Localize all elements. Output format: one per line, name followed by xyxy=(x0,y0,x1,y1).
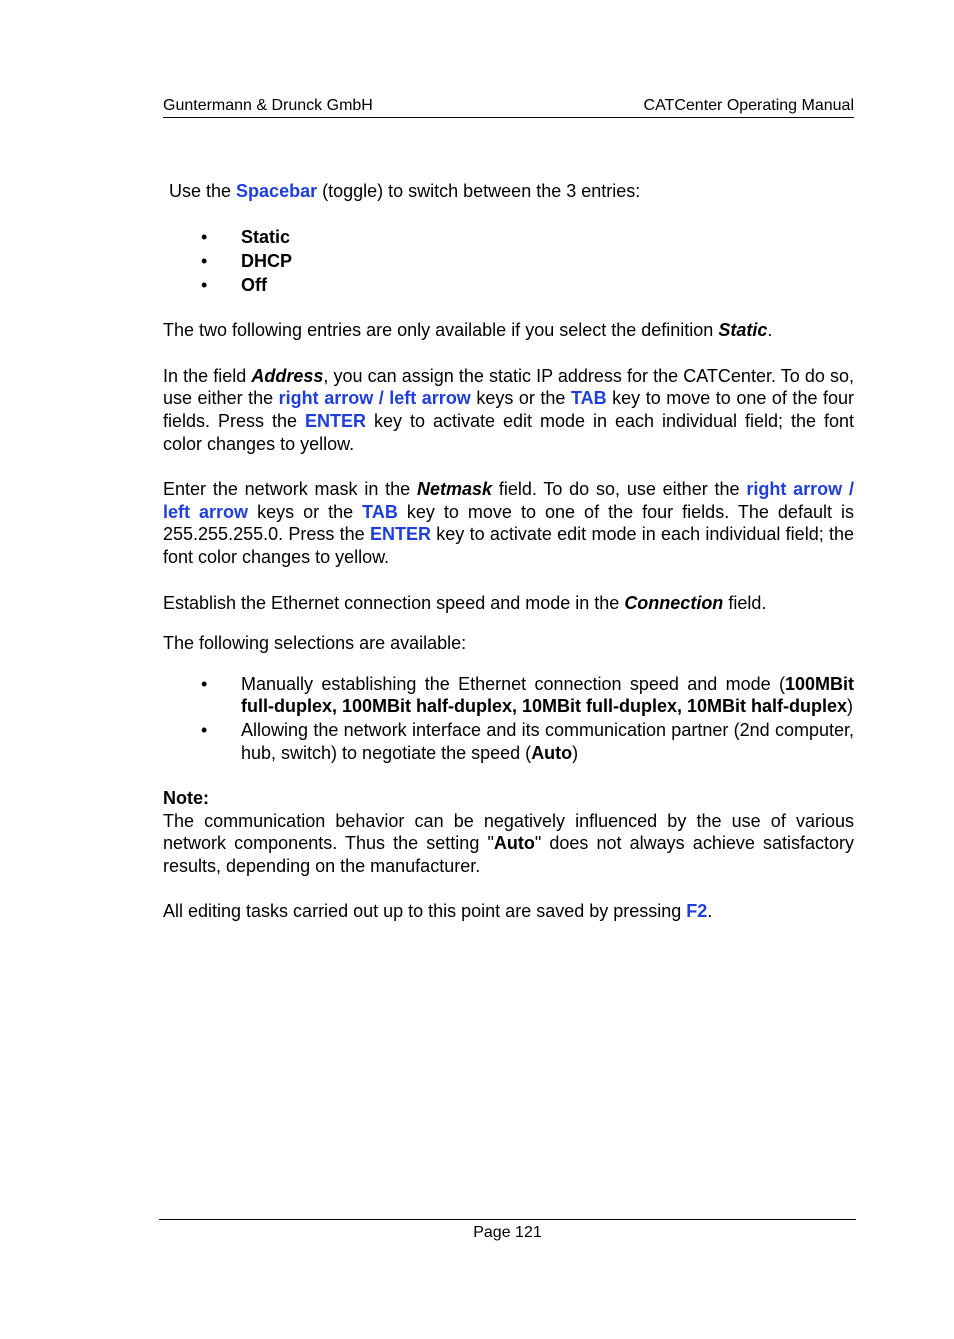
note-title: Note: xyxy=(163,787,209,808)
bullet: • xyxy=(201,673,208,694)
selection-text: Manually establishing the Ethernet connection speed and mode ( xyxy=(241,673,785,694)
page-number: Page 121 xyxy=(473,1224,542,1241)
enter-key: ENTER xyxy=(304,411,366,432)
tab-key: TAB xyxy=(362,501,398,522)
selection-text: Allowing the network interface and its communication partner (2nd computer, hub, switch) to negotiate the speed ( xyxy=(241,720,854,763)
note-text: The communication behavior can be negatively influenced by the use of various network components. Thus the setting " xyxy=(163,810,854,854)
connection-paragraph xyxy=(163,592,854,615)
entry-dhcp: DHCP xyxy=(241,250,293,271)
netmask-text: keys or the xyxy=(248,501,363,522)
static-term: Static xyxy=(718,319,768,340)
connection-text: Establish the Ethernet connection speed and mode in the xyxy=(163,592,625,613)
address-text: In the field xyxy=(163,365,252,386)
netmask-field-term: Netmask xyxy=(416,478,493,499)
save-text-end: . xyxy=(707,900,713,921)
bullet: • xyxy=(201,720,208,741)
address-text: key to move to one of the four fields. Press the xyxy=(163,388,855,432)
note-paragraph xyxy=(163,810,854,878)
address-field-term: Address xyxy=(251,365,324,386)
list-item xyxy=(163,273,854,297)
bullet: • xyxy=(201,250,208,271)
enter-key: ENTER xyxy=(369,524,431,545)
static-text: The two following entries are only available if you select the definition xyxy=(163,319,719,340)
selections-paragraph: The following selections are available: xyxy=(163,632,467,653)
intro-paragraph xyxy=(163,180,854,203)
selection-modes: 100MBit full-duplex, 100MBit half-duplex, 10MBit full-duplex, 10MBit half-duplex xyxy=(241,673,854,717)
static-paragraph xyxy=(163,319,854,342)
f2-key: F2 xyxy=(686,900,708,921)
save-text: All editing tasks carried out up to this point are saved by pressing xyxy=(163,900,687,921)
address-paragraph xyxy=(163,365,854,456)
bullet: • xyxy=(201,226,208,247)
address-text: keys or the xyxy=(470,388,571,409)
netmask-paragraph xyxy=(163,478,854,569)
netmask-text: key to move to one of the four fields. The default is 255.255.255.0. Press the xyxy=(163,501,854,545)
arrow-keys: right arrow / left arrow xyxy=(278,388,471,409)
intro-text: Use the xyxy=(169,181,237,201)
arrow-keys: right arrow / left arrow xyxy=(163,478,854,522)
entry-list xyxy=(163,225,854,297)
list-item xyxy=(163,225,854,249)
address-text: , you can assign the static IP address for the CATCenter. To do so, use either the xyxy=(163,365,854,409)
connection-field-term: Connection xyxy=(624,592,724,613)
address-text: key to activate edit mode in each individual field; the font color changes to yellow. xyxy=(163,411,854,454)
spacebar-key: Spacebar xyxy=(236,181,318,201)
header-company: Guntermann & Drunck GmbH xyxy=(163,97,373,114)
selection-list xyxy=(163,673,854,765)
list-item xyxy=(163,719,854,765)
page-content xyxy=(163,180,854,923)
tab-key: TAB xyxy=(570,388,607,409)
page-footer xyxy=(159,1219,856,1241)
selection-auto: Auto xyxy=(531,742,573,763)
entry-off: Off xyxy=(241,274,267,295)
bullet: • xyxy=(201,274,208,295)
selection-text-end: ) xyxy=(572,742,579,763)
header-manual-title: CATCenter Operating Manual xyxy=(643,97,854,114)
netmask-text: Enter the network mask in the xyxy=(163,478,417,499)
list-item xyxy=(163,249,854,273)
list-item xyxy=(163,673,854,719)
netmask-text: field. To do so, use either the xyxy=(492,478,747,499)
note-auto: Auto xyxy=(493,833,535,854)
static-text-end: . xyxy=(767,319,773,340)
connection-text-end: field. xyxy=(723,592,767,613)
save-paragraph xyxy=(163,900,854,923)
intro-text-end: (toggle) to switch between the 3 entries: xyxy=(317,181,641,201)
selection-text-end: ) xyxy=(847,696,854,717)
entry-static: Static xyxy=(241,226,291,247)
netmask-text: key to activate edit mode in each individual field; the font color changes to yellow. xyxy=(163,524,855,568)
page-header xyxy=(163,97,854,118)
note-text: " does not always achieve satisfactory results, depending on the manufacturer. xyxy=(163,833,855,877)
